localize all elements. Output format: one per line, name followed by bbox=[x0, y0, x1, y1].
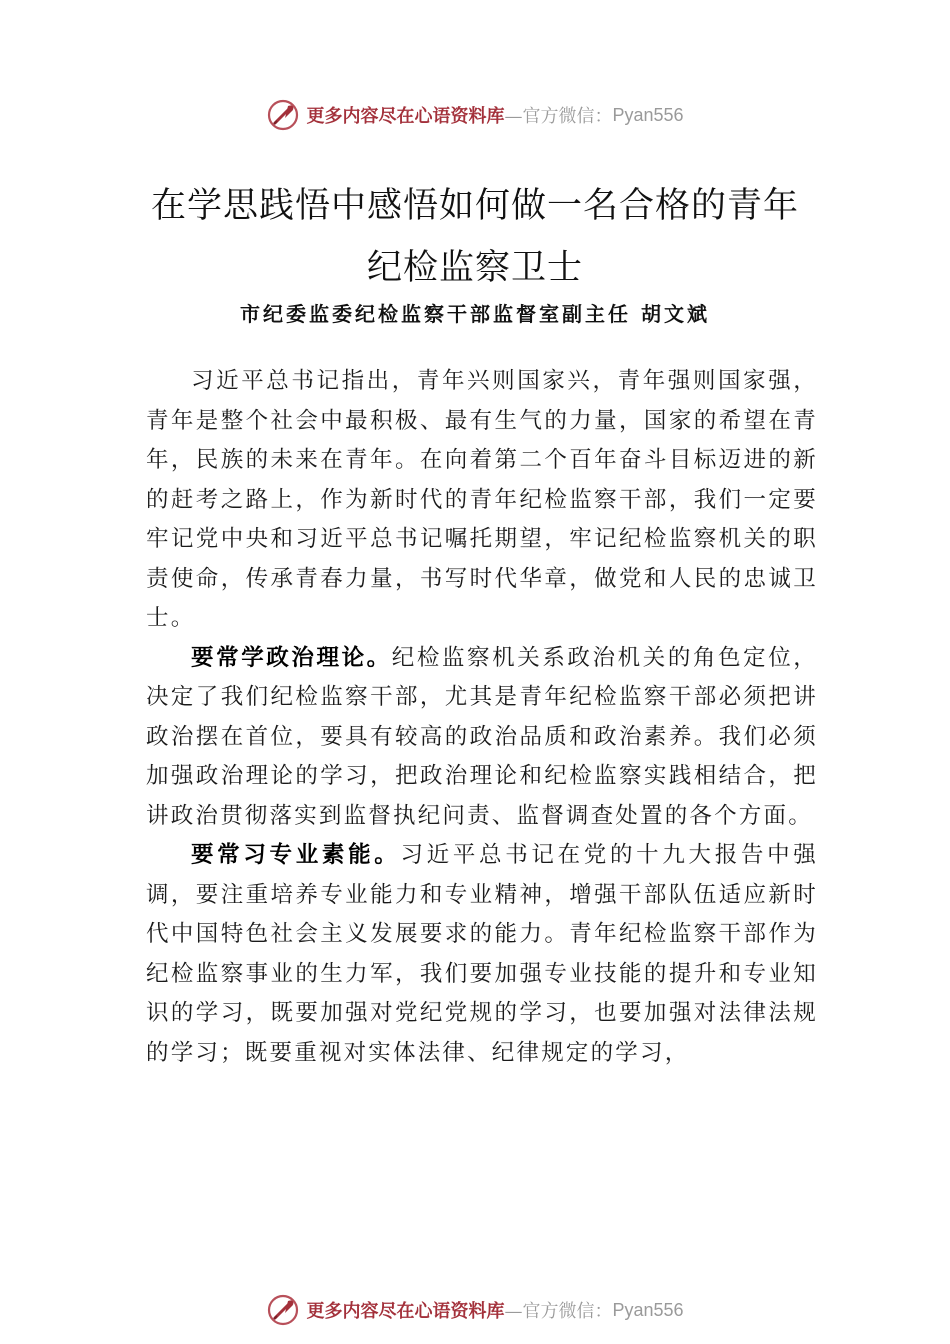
paragraph-professional bbox=[146, 836, 818, 1073]
document-title-line-2: 纪检监察卫士 bbox=[366, 248, 583, 288]
document-body bbox=[146, 362, 818, 1073]
banner-wechat-id: Pyan556 bbox=[612, 1299, 684, 1320]
document-author: 市纪委监委纪检监察干部监督室副主任 胡文斌 bbox=[240, 302, 710, 326]
quill-seal-icon bbox=[266, 98, 300, 132]
header-watermark-banner bbox=[0, 95, 950, 135]
quill-seal-icon bbox=[266, 1293, 300, 1327]
banner-official-label: —官方微信： bbox=[504, 106, 613, 127]
footer-watermark-banner bbox=[0, 1290, 950, 1330]
paragraph-text: 习近平总书记指出，青年兴则国家兴，青年强则国家强，青年是整个社会中最积极、最有生气的力量，国家的希望在青年，民族的未来在青年。在向着第二个百年奋斗目标迈进的新的赶考之路上，作为新时代的青年纪检监察干部，我们一定要牢记党中央和习近平总书记嘱托期望，牢记纪检监察机关的职责使命，传承青春力量，书写时代华章，做党和人民的忠诚卫士。 bbox=[146, 368, 818, 631]
paragraph-text: 纪检监察机关系政治机关的角色定位，决定了我们纪检监察干部，尤其是青年纪检监察干部必须把讲政治摆在首位，要具有较高的政治品质和政治素养。我们必须加强政治理论的学习，把政治理论和纪检监察实践相结合，把讲政治贯彻落实到监督执纪问责、监督调查处置的各个方面。 bbox=[146, 644, 818, 829]
paragraph-text: 习近平总书记在党的十九大报告中强调，要注重培养专业能力和专业精神，增强干部队伍适应新时代中国特色社会主义发展要求的能力。青年纪检监察干部作为纪检监察事业的生力军，我们要加强专业技能的提升和专业知识的学习，既要加强对党纪党规的学习，也要加强对法律法规的学习；既要重视对实体法律、纪律规定的学习， bbox=[146, 842, 818, 1066]
document-title-line-1: 在学思践悟中感悟如何做一名合格的青年 bbox=[150, 186, 799, 226]
banner-official-label: —官方微信： bbox=[504, 1301, 613, 1322]
banner-brand-text: 更多内容尽在心语资料库 bbox=[306, 1301, 505, 1322]
paragraph-lead: 要常学政治理论。 bbox=[191, 644, 392, 671]
paragraph-politics bbox=[146, 639, 818, 837]
banner-brand-text: 更多内容尽在心语资料库 bbox=[306, 106, 505, 127]
paragraph-lead: 要常习专业素能。 bbox=[191, 842, 401, 868]
paragraph-intro bbox=[146, 362, 818, 639]
banner-wechat-id: Pyan556 bbox=[612, 104, 684, 125]
